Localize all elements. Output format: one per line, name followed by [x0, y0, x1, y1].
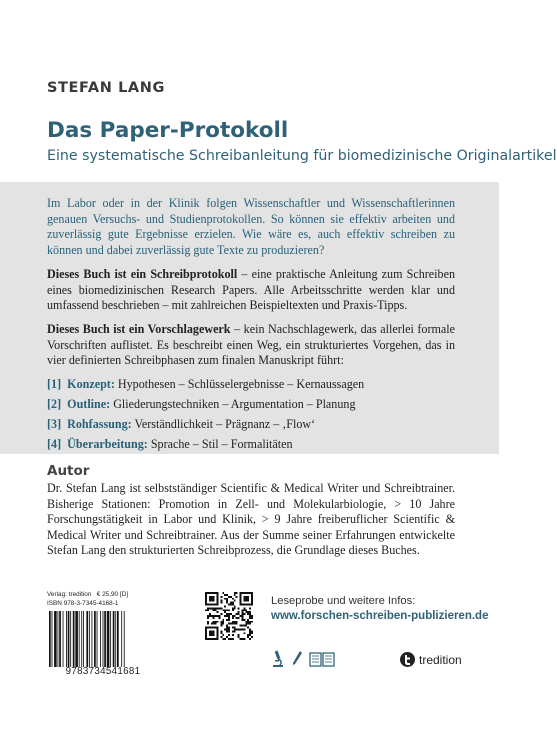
isbn-line: ISBN 978-3-7345-4168-1: [47, 600, 119, 607]
tredition-logo-icon: [400, 652, 415, 667]
protocol-heading: Dieses Buch ist ein Schreibprotokoll: [47, 267, 238, 281]
microscope-icon: [271, 650, 285, 668]
verlag-line: [47, 590, 159, 599]
phase-list: [47, 374, 467, 454]
blurb-intro: [47, 196, 455, 258]
tredition-label: tredition: [419, 652, 462, 667]
blurb-box: [0, 182, 499, 454]
phase-text: Hypothesen – Schlüsselergebnisse – Kernaussagen: [117, 377, 365, 391]
protocol-text: – eine praktische Anleitung zum Schreiben eines biomedizinischen Research Papers. Alle Arbeitsschritte werden klar und umfassend beschrieben – mit zahlreichen Beispieltexten und Praxis-Tipps.: [47, 267, 455, 313]
tredition-logo: [400, 652, 462, 667]
blurb-paragraph-proposal: [47, 322, 455, 369]
phase-text: Gliederungstechniken – Argumentation – Planung: [113, 397, 356, 411]
phase-name: Rohfassung:: [67, 417, 132, 431]
price-text: € 25,90 [D]: [96, 591, 129, 598]
verlag-text: Verlag: tredition: [47, 591, 92, 598]
barcode-number: 9783734541681: [65, 666, 141, 677]
author-bio: Dr. Stefan Lang ist selbstständiger Scientific & Medical Writer und Schreibtrainer. Bisherige Stationen: Promotion in Zell- und Molekularbiologie, > 10 Jahre Forschungstätigkeit in Labor und Klinik, > 9 Jahre freiberuflicher Scientific & Medical Writer und Schreibtrainer. Aus der Summe seiner Erfahrungen entwickelte Stefan Lang den strukturierten Schreibprozess, die Grundlage dieses Buches.: [47, 481, 455, 558]
icon-row: [271, 649, 335, 669]
publisher-info-box: [47, 590, 159, 690]
phase-item: [47, 434, 467, 454]
phase-number: [1]: [47, 377, 62, 391]
proposal-text: – kein Nachschlagewerk, das allerlei formale Vorschriften auflistet. Es beschreibt einen Weg, ein strukturiertes Vorgehen, das in vier definierten Schreibphasen zum finalen Manuskript führt:: [47, 322, 455, 368]
phase-name: Überarbeitung:: [67, 437, 148, 451]
phase-number: [2]: [47, 397, 62, 411]
phase-item: [47, 414, 467, 434]
pen-icon: [291, 650, 303, 668]
barcode-icon: [47, 611, 159, 667]
phase-number: [3]: [47, 417, 62, 431]
author-name: STEFAN LANG: [47, 80, 165, 96]
phase-name: Outline:: [67, 397, 111, 411]
book-subtitle: Eine systematische Schreibanleitung für biomedizinische Originalartikel: [47, 148, 557, 164]
author-section: [47, 463, 455, 559]
phase-number: [4]: [47, 437, 62, 451]
phase-item: [47, 394, 467, 414]
proposal-heading: Dieses Buch ist ein Vorschlagewerk: [47, 322, 231, 336]
phase-item: [47, 374, 467, 394]
book-title: Das Paper-Protokoll: [47, 118, 289, 143]
website-link[interactable]: www.forschen-schreiben-publizieren.de: [271, 610, 489, 622]
intro-text: Im Labor oder in der Klinik folgen Wissenschaftler und Wissenschaftlerinnen genauen Versuchs- und Studienprotokollen. So können sie effektiv arbeiten und zuverlässig gute Ergebnisse erzielen. Wie wäre es, auch effektiv schreiben zu können und dabei zuverlässig gute Texte zu produzieren?: [47, 196, 455, 257]
phase-text: Sprache – Stil – Formalitäten: [150, 437, 293, 451]
author-heading: Autor: [47, 463, 90, 479]
leseprobe-text: Leseprobe und weitere Infos:: [271, 595, 416, 607]
phase-text: Verständlichkeit – Prägnanz – ‚Flow‘: [134, 417, 316, 431]
blurb-paragraph-protocol: [47, 267, 455, 314]
book-icon: [309, 650, 335, 668]
phase-name: Konzept:: [67, 377, 115, 391]
qr-code-icon[interactable]: [205, 592, 253, 640]
